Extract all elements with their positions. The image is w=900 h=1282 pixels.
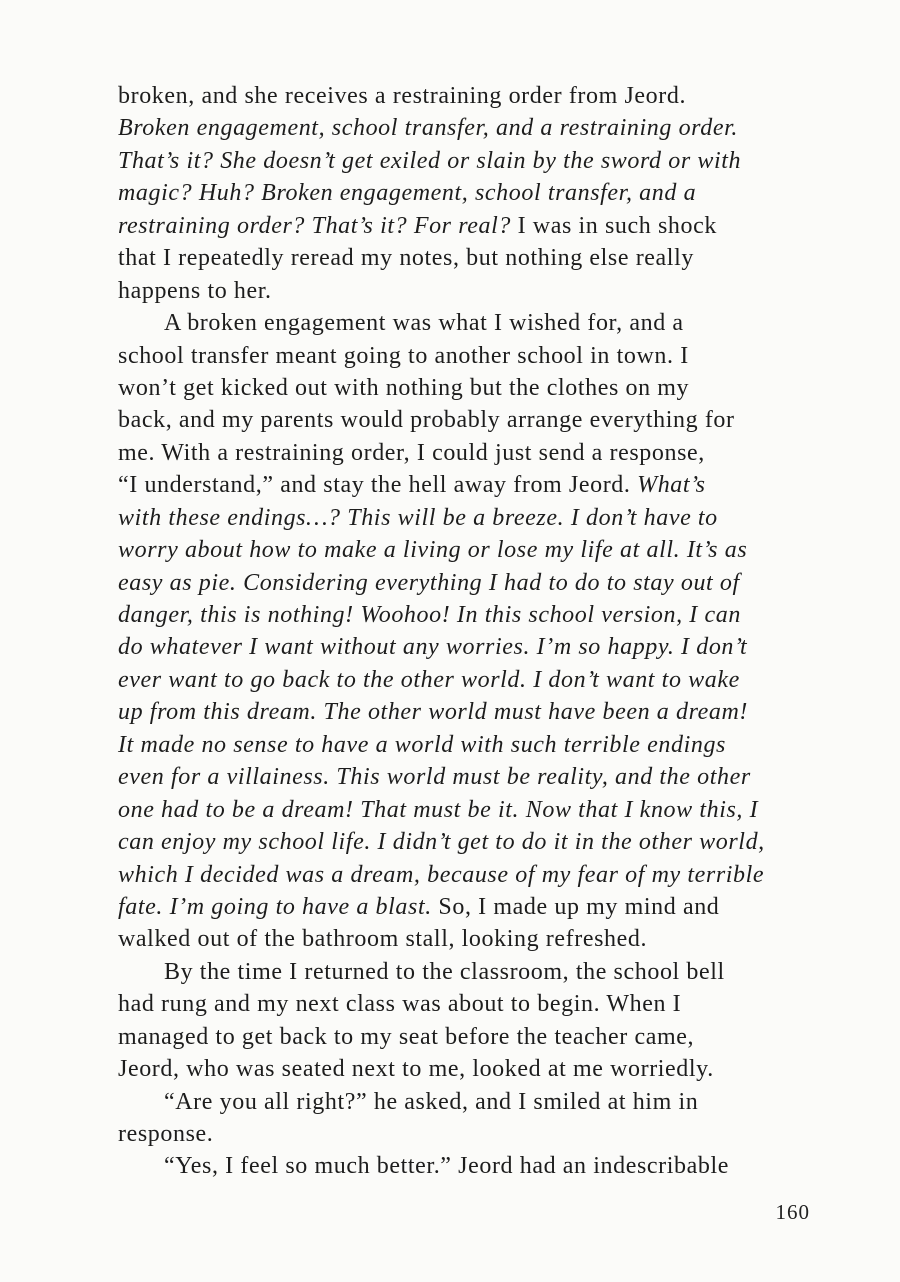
text-line bbox=[118, 1118, 828, 1150]
text-segment: “Yes, I feel so much better.” Jeord had an indescribable bbox=[164, 1153, 729, 1180]
text-line bbox=[118, 210, 828, 242]
text-line bbox=[118, 988, 828, 1020]
body-text bbox=[118, 80, 828, 1183]
italic-text-segment: restraining order? That’s it? For real? bbox=[118, 212, 511, 239]
text-line bbox=[118, 631, 828, 663]
text-segment: broken, and she receives a restraining order from Jeord. bbox=[118, 83, 687, 109]
text-segment: walked out of the bathroom stall, looking refreshed. bbox=[118, 926, 648, 953]
italic-text-segment: It made no sense to have a world with such terrible endings bbox=[118, 731, 727, 758]
italic-text-segment: with these endings…? This will be a breeze. I don’t have to bbox=[118, 504, 718, 531]
text-line bbox=[118, 956, 828, 988]
text-segment: response. bbox=[118, 1121, 214, 1147]
text-line bbox=[118, 242, 828, 274]
text-segment: I was in such shock bbox=[511, 212, 717, 239]
text-line bbox=[118, 275, 828, 307]
text-line bbox=[118, 859, 828, 891]
text-line bbox=[118, 1021, 828, 1053]
italic-text-segment: magic? Huh? Broken engagement, school transfer, and a bbox=[118, 180, 697, 207]
page-number: 160 bbox=[775, 1200, 810, 1224]
text-line bbox=[118, 567, 828, 599]
text-line bbox=[118, 891, 828, 923]
text-segment: that I repeatedly reread my notes, but nothing else really bbox=[118, 245, 694, 272]
text-line bbox=[118, 1053, 828, 1085]
italic-text-segment: even for a villainess. This world must be reality, and the other bbox=[118, 764, 751, 791]
text-line bbox=[118, 826, 828, 858]
italic-text-segment: fate. I’m going to have a blast. bbox=[118, 893, 432, 920]
text-line bbox=[118, 729, 828, 761]
text-line bbox=[118, 534, 828, 566]
text-line bbox=[118, 1150, 828, 1182]
text-segment: had rung and my next class was about to begin. When I bbox=[118, 991, 682, 1018]
text-line bbox=[118, 696, 828, 728]
text-line bbox=[118, 599, 828, 631]
italic-text-segment: worry about how to make a living or lose my life at all. It’s as bbox=[118, 537, 748, 564]
italic-text-segment: which I decided was a dream, because of my fear of my terrible bbox=[118, 861, 765, 888]
text-segment: happens to her. bbox=[118, 277, 272, 304]
italic-text-segment: up from this dream. The other world must have been a dream! bbox=[118, 699, 749, 726]
text-segment: “I understand,” and stay the hell away from Jeord. bbox=[118, 472, 638, 499]
italic-text-segment: danger, this is nothing! Woohoo! In this school version, I can bbox=[118, 602, 741, 628]
text-line bbox=[118, 1086, 828, 1118]
text-line bbox=[118, 307, 828, 339]
text-segment: won’t get kicked out with nothing but the clothes on my bbox=[118, 374, 690, 401]
italic-text-segment: can enjoy my school life. I didn’t get to do it in the other world, bbox=[118, 829, 765, 856]
text-segment: back, and my parents would probably arrange everything for bbox=[118, 407, 735, 434]
text-segment: Jeord, who was seated next to me, looked at me worriedly. bbox=[118, 1056, 714, 1083]
italic-text-segment: What’s bbox=[637, 472, 706, 499]
text-line bbox=[118, 112, 828, 144]
text-line bbox=[118, 340, 828, 372]
text-line bbox=[118, 664, 828, 696]
text-segment: managed to get back to my seat before the teacher came, bbox=[118, 1023, 695, 1050]
text-line bbox=[118, 923, 828, 955]
text-line bbox=[118, 437, 828, 469]
italic-text-segment: do whatever I want without any worries. I’m so happy. I don’t bbox=[118, 634, 748, 661]
text-line bbox=[118, 761, 828, 793]
text-line bbox=[118, 794, 828, 826]
italic-text-segment: easy as pie. Considering everything I had to do to stay out of bbox=[118, 569, 740, 596]
text-line bbox=[118, 502, 828, 534]
italic-text-segment: one had to be a dream! That must be it. Now that I know this, I bbox=[118, 796, 759, 823]
text-segment: A broken engagement was what I wished for, and a bbox=[164, 310, 684, 337]
text-line bbox=[118, 177, 828, 209]
italic-text-segment: That’s it? She doesn’t get exiled or slain by the sword or with bbox=[118, 147, 742, 174]
text-line bbox=[118, 145, 828, 177]
text-line bbox=[118, 469, 828, 501]
text-segment: By the time I returned to the classroom, the school bell bbox=[164, 958, 725, 985]
text-segment: me. With a restraining order, I could just send a response, bbox=[118, 439, 705, 466]
text-segment: “Are you all right?” he asked, and I smiled at him in bbox=[164, 1088, 699, 1115]
text-segment: school transfer meant going to another school in town. I bbox=[118, 342, 689, 369]
text-line bbox=[118, 372, 828, 404]
text-line bbox=[118, 80, 828, 112]
text-line bbox=[118, 404, 828, 436]
italic-text-segment: ever want to go back to the other world. I don’t want to wake bbox=[118, 666, 740, 693]
italic-text-segment: Broken engagement, school transfer, and a restraining order. bbox=[118, 115, 738, 142]
text-segment: So, I made up my mind and bbox=[431, 893, 720, 920]
